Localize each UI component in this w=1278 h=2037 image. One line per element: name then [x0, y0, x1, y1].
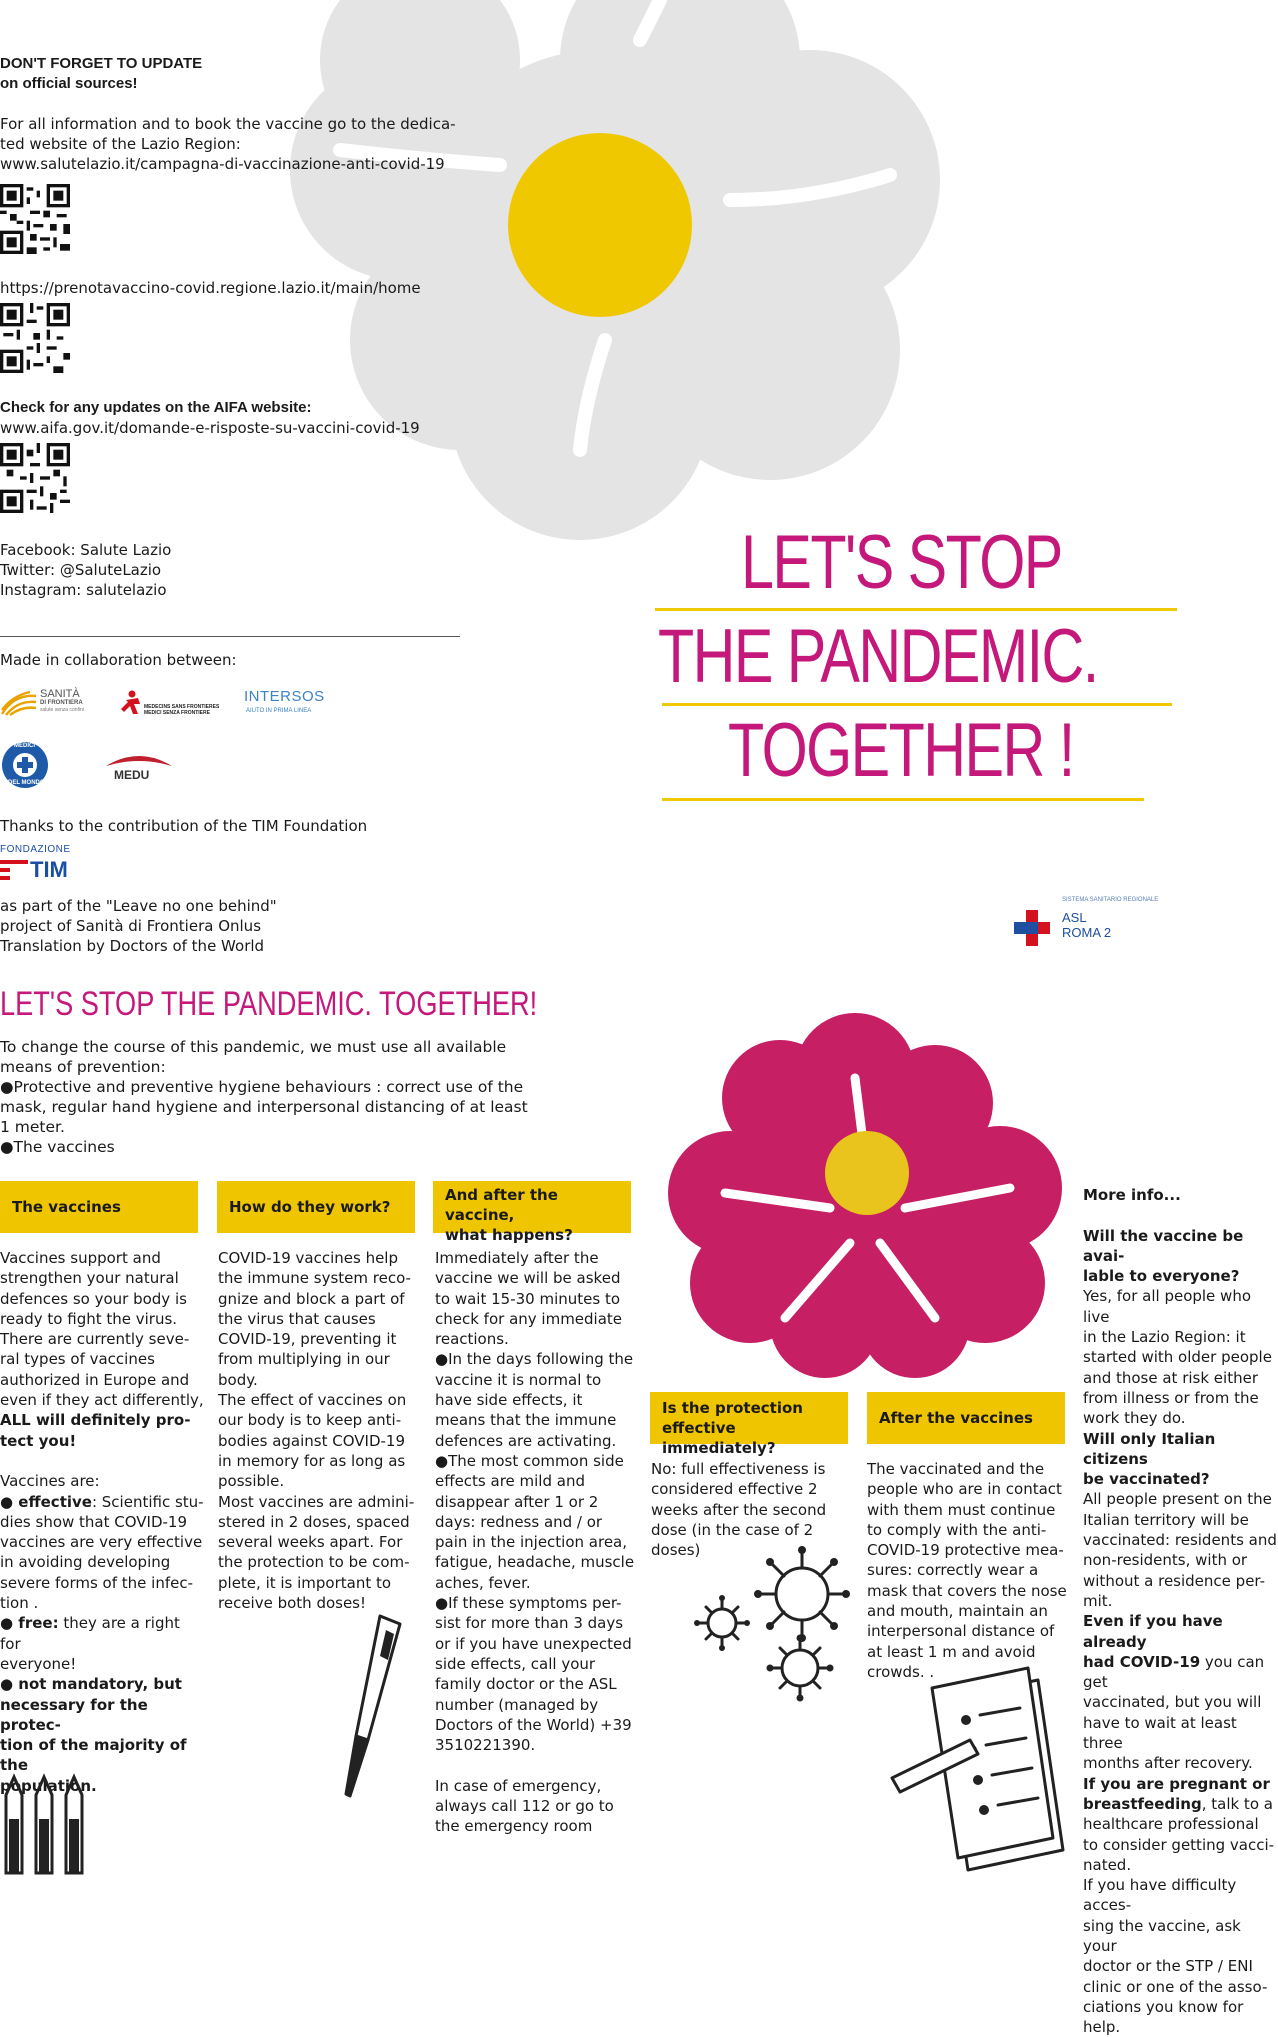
asl-line1: ASL [1062, 910, 1087, 925]
intro-title: LET'S STOP THE PANDEMIC. TOGETHER! [0, 985, 538, 1023]
thermometer-icon [340, 1610, 410, 1800]
twitter-handle[interactable]: Twitter: @SaluteLazio [0, 561, 162, 579]
faq-q3: Even if you have already had COVID-19 [1083, 1612, 1223, 1671]
qr-code-aifa [0, 443, 70, 513]
sanita-di-frontiera-logo [0, 688, 90, 718]
qr-code-prenota [0, 303, 70, 373]
after-vaccines-text: The vaccinated and the people who are in contact with them must continue to comply with the anti- COVID-19 protective mea- sures: correctly wear a mask that covers the nose and mouth, maintain an interpersonal distance of at least 1 m and avoid crowds. . [867, 1460, 1067, 1681]
faq-q4: If you are pregnant or breastfeeding [1083, 1774, 1270, 1813]
free-label: ● free: [0, 1614, 59, 1633]
asl-small-text: SISTEMA SANITARIO REGIONALE [1062, 897, 1159, 903]
headline-rule-1 [655, 608, 1177, 611]
faq-a3: you can get vaccinated, but you will have to wait at least three months after recovery. [1083, 1652, 1265, 1773]
protection-title2: effective immediately? [662, 1419, 776, 1457]
intersos-text: INTERSOS [244, 688, 325, 705]
headline-line1: LET'S STOP [741, 520, 1062, 605]
info-line-1: For all information and to book the vaccine go to the dedica- [0, 115, 456, 133]
virus-illustration [690, 1540, 865, 1710]
protection-header [650, 1392, 848, 1457]
how-work-header: How do they work? [217, 1181, 415, 1233]
medici-line1: MEDICI [14, 743, 35, 749]
intersos-logo [244, 688, 334, 720]
intro-line5: 1 meter. [0, 1118, 65, 1136]
qr-code-salutelazio [0, 184, 70, 254]
tim-bars-icon [0, 860, 28, 880]
intro-line4: mask, regular hand hygiene and interpersonal distancing of at least [0, 1098, 528, 1116]
update-title-line1: DON'T FORGET TO UPDATE [0, 55, 203, 72]
headline-rule-3 [662, 798, 1144, 801]
grey-flower-center [508, 133, 692, 317]
faq-q2: Will only Italian citizens be vaccinated? [1083, 1429, 1216, 1489]
vaccines-all-protect: ALL will definitely pro- tect you! [0, 1411, 191, 1450]
vaccines-intro: Vaccines support and strengthen your natural defences so your body is ready to fight the virus. There are currently seve- ral types of vaccines authorized in Europe and even if they act differently, [0, 1249, 204, 1410]
not-mandatory-text: ● not mandatory, but necessary for the protec- tion of the majority of the population. [0, 1675, 187, 1795]
protection-text: No: full effectiveness is considered effective 2 weeks after the second dose (in the case of 2 doses) [651, 1460, 827, 1560]
protection-title1: Is the protection [662, 1399, 803, 1417]
vaccines-are-label: Vaccines are: [0, 1472, 100, 1491]
prenota-link[interactable]: https://prenotavaccino-covid.regione.lazio.it/main/home [0, 279, 421, 297]
medici-del-mondo-logo [0, 740, 50, 790]
asl-roma2-logo [1014, 896, 1194, 946]
after-vaccines-header: After the vaccines [867, 1392, 1065, 1444]
intersos-sub: AIUTO IN PRIMA LINEA [246, 708, 312, 714]
sanita-sun-icon [0, 690, 38, 716]
project-block [0, 896, 277, 956]
msf-line1: MEDECINS SANS FRONTIERES [144, 704, 220, 710]
medu-logo [104, 752, 174, 788]
more-info-block [1083, 1185, 1278, 2037]
faq-a1: Yes, for all people who live in the Lazio Region: it started with older people and those at risk either from illness or from the work they do. [1083, 1287, 1272, 1428]
aifa-block [0, 398, 420, 438]
vaccines-text [0, 1248, 205, 1796]
grey-flower-illustration [250, 0, 970, 540]
faq-a4: , talk to a healthcare professional to consider getting vacci- nated. If you have difficulty acces- sing the vaccine, ask your doctor or the STP / ENI clinic or one of the asso- ciations you know for help. [1083, 1794, 1275, 2037]
social-block [0, 540, 171, 600]
sanita-line3: salute senza confini [40, 707, 84, 713]
vaccines-header: The vaccines [0, 1181, 198, 1233]
aifa-link[interactable]: www.aifa.gov.it/domande-e-risposte-su-vaccini-covid-19 [0, 419, 420, 437]
sanita-line2: DI FRONTIERA [40, 700, 83, 706]
salutelazio-link[interactable]: www.salutelazio.it/campagna-di-vaccinazione-anti-covid-19 [0, 155, 445, 173]
update-title [0, 54, 202, 94]
faq-q1: Will the vaccine be avai- lable to everyone? [1083, 1226, 1244, 1286]
pink-flower-illustration [655, 1018, 1075, 1378]
after-vaccine-header [433, 1181, 631, 1244]
update-title-line2: on official sources! [0, 75, 138, 92]
collab-label: Made in collaboration between: [0, 651, 237, 669]
checklist-icon [888, 1660, 1068, 1875]
project-line2: project of Sanità di Frontiera Onlus [0, 917, 262, 935]
intro-line6: ●The vaccines [0, 1138, 115, 1156]
headline-rule-2 [662, 703, 1172, 706]
headline-line3: TOGETHER ! [728, 708, 1074, 793]
faq-a2: All people present on the Italian territory will be vaccinated: residents and non-residents, with or without a residence per- mit. [1083, 1490, 1277, 1610]
how-work-text: COVID-19 vaccines help the immune system reco- gnize and block a part of the virus that causes COVID-19, preventing it from multiplying in our body. The effect of vaccines on our body is to keep anti- bodies against COVID-19 in memory for as long as possible. Most vaccines are admini- stered in 2 doses, spaced several weeks apart. For the protection to be com- plete, it is important to receive both doses! [218, 1249, 415, 1613]
effective-label: ● effective [0, 1492, 92, 1511]
project-line1: as part of the "Leave no one behind" [0, 897, 277, 915]
intro-line2: means of prevention: [0, 1058, 166, 1076]
divider-line [0, 636, 460, 637]
msf-logo [120, 690, 220, 720]
msf-line2: MEDICI SENZA FRONTIERE [144, 710, 210, 716]
asl-line2: ROMA 2 [1062, 925, 1112, 940]
effective-text: : Scientific stu- dies show that COVID-19 vaccines are very effective in avoiding developing severe forms of the infec- tion . [0, 1492, 204, 1613]
ampoules-icon [0, 1775, 90, 1875]
msf-runner-icon [120, 690, 144, 716]
tim-fondazione-text: FONDAZIONE [0, 844, 71, 855]
thanks-line: Thanks to the contribution of the TIM Foundation [0, 817, 368, 835]
after-vaccine-title2: what happens? [445, 1226, 573, 1244]
medu-arc-icon [104, 752, 174, 768]
tim-text: TIM [30, 857, 68, 882]
intro-line3: ●Protective and preventive hygiene behaviours : correct use of the [0, 1078, 524, 1096]
project-line3: Translation by Doctors of the World [0, 937, 265, 955]
medici-line2: DEL MONDO [8, 780, 45, 786]
info-paragraph [0, 114, 456, 174]
after-vaccine-title1: And after the vaccine, [445, 1186, 558, 1224]
facebook-handle[interactable]: Facebook: Salute Lazio [0, 541, 172, 559]
intro-line1: To change the course of this pandemic, we must use all available [0, 1038, 507, 1056]
free-text: they are a right for everyone! [0, 1614, 180, 1673]
asl-cross-icon [1014, 910, 1050, 946]
intro-paragraph [0, 1037, 528, 1157]
info-line-2: ted website of the Lazio Region: [0, 135, 241, 153]
instagram-handle[interactable]: Instagram: salutelazio [0, 581, 167, 599]
after-vaccine-text: Immediately after the vaccine we will be asked to wait 15-30 minutes to check for any immediate reactions. ●In the days following the vaccine it is normal to have side effects, it means that the immune defences are activating. ●The most common side effects are mild and disappear after 1 or 2 days: redness and / or pain in the injection area, fatigue, headache, muscle aches, fever. ●If these symptoms per- sist for more than 3 days or if you have unexpected side effects, call your family doctor or the ASL number (managed by Doctors of the World) +39 3510221390. In case of emergency, always call 112 or go to the emergency room [435, 1249, 635, 1836]
medu-text: MEDU [114, 768, 150, 782]
headline-line2: THE PANDEMIC. [658, 614, 1098, 699]
aifa-title: Check for any updates on the AIFA website: [0, 399, 312, 416]
more-info-title: More info... [1083, 1186, 1181, 1204]
fondazione-tim-logo [0, 844, 100, 884]
sanita-line1: SANITÀ [40, 688, 80, 700]
pink-flower-center [825, 1131, 909, 1215]
